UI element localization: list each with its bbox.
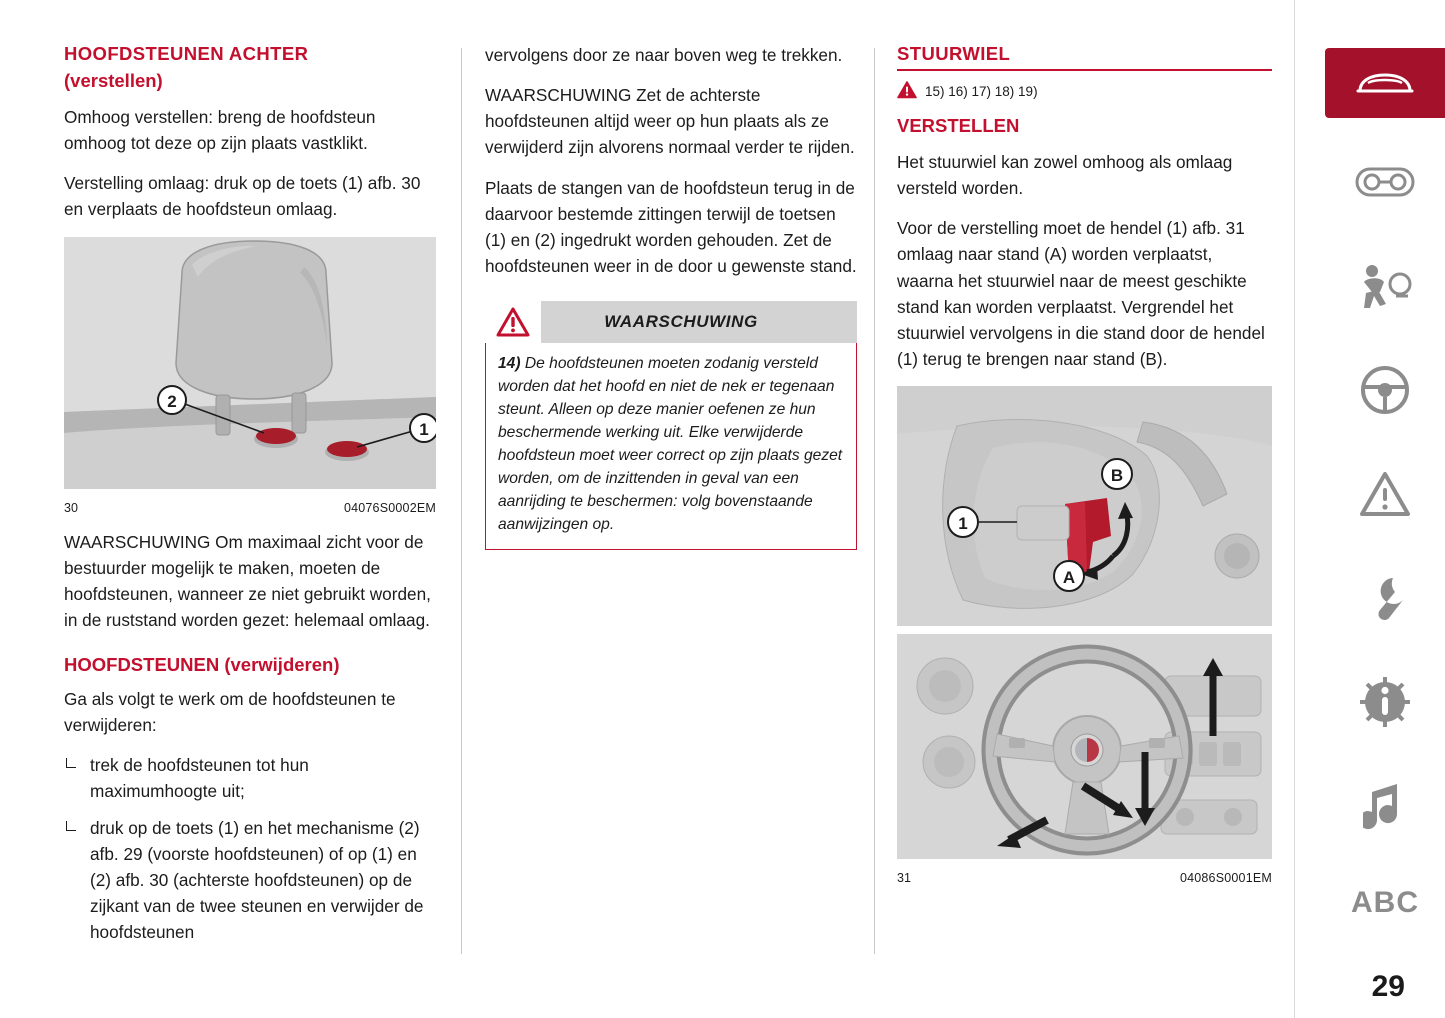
figure-caption-31 [897,867,1272,885]
paragraph-continued: vervolgens door ze naar boven weg te trekken. [485,45,843,65]
sidebar-item-multimedia[interactable] [1363,754,1407,858]
svg-text:B: B [1110,466,1124,486]
paragraph-warning-visibility: WAARSCHUWING Om maximaal zicht voor de bestuurder mogelijk te maken, moeten de hoofdsteunen, wanneer ze niet gebruikt worden, in de ruststand worden gezet: helemaal omlaag. [64,531,431,630]
section-subheading-adjust: (verstellen) [64,69,163,91]
svg-text:1: 1 [419,419,429,439]
svg-text:2: 2 [167,391,177,411]
paragraph-warning-replace: WAARSCHUWING Zet de achterste hoofdsteunen altijd weer op hun plaats als ze verwijderd zijn alvorens normaal verder te rijden. [485,85,855,158]
figure-steering-lever [897,386,1272,626]
rear-headrest-illustration [64,237,436,489]
sidebar-item-driving[interactable] [1358,338,1412,442]
wrench-icon [1359,572,1411,624]
column-three [897,42,1272,972]
list-item [64,752,436,804]
warning-text: De hoofdsteunen moeten zodanig versteld worden dat het hoofd en niet de nek er tegenaan steunt. Alleen op deze manier oefenen ze hun beschermende werking uit. Elke verwijderde hoofdsteun moet weer correct op zijn plaats gezet worden, om de inzittenden in geval van een aanrijding te beschermen: volg bovenstaande aanwijzingen op. [498,355,843,533]
column-one [64,42,436,972]
paragraph-lower: Verstelling omlaag: druk op de toets (1) afb. 30 en verplaats de hoofdsteun omlaag. [64,173,421,220]
chapter-tab-sidebar [1294,0,1445,1018]
section-heading-rear-headrests: HOOFDSTEUNEN ACHTER [64,43,309,64]
list-item [64,815,436,946]
warning-triangle-small-icon [897,81,917,102]
heading-rule [897,69,1272,71]
info-gear-icon [1358,675,1412,729]
paragraph-raise: Omhoog verstellen: breng de hoofdsteun omhoog tot deze op zijn plaats vastklikt. [64,106,376,154]
paragraph-sw-1: Het stuurwiel kan zowel omhoog als omlaag versteld worden. [897,151,1233,199]
column-divider-2 [874,48,875,954]
paragraph-sw-2: Voor de verstelling moet de hendel (1) afb. 31 omlaag naar stand (A) worden verplaatst, waarna het stuurwiel naar de meest geschikte stand kan worden verplaatst. Vergrendel het stuurwiel vervolgens in die stand door de hendel (1) terug te brengen naar stand (B). [897,218,1265,369]
steering-wheel-icon [1358,363,1412,417]
bullet-text-2: druk op de toets (1) en het mechanisme (2) afb. 29 (voorste hoofdsteunen) of op (1) en (2) afb. 30 (achterste hoofdsteunen) op de zijkant van de twee steunen en verwijder de hoofdsteunen [90,817,424,943]
steering-wheel-illustration [897,634,1272,859]
dashboard-icon [1354,164,1416,200]
figure-number: 30 [64,500,78,515]
steering-lever-illustration [897,386,1272,626]
figure-caption-30 [64,497,436,515]
sidebar-item-dashboard[interactable] [1354,130,1416,234]
svg-text:A: A [1062,568,1076,588]
warning-header [485,301,857,343]
figure-number: 31 [897,871,911,886]
warning-triangle-icon [485,301,541,343]
page-number: 29 [1371,970,1405,1003]
warning-title: WAARSCHUWING [604,312,758,332]
column-divider-1 [461,48,462,954]
music-note-icon [1363,780,1407,832]
figure-rear-headrest [64,237,436,489]
paragraph-remove-intro: Ga als volgt te werk om de hoofdsteunen te verwijderen: [64,689,396,736]
section-subheading-remove: HOOFDSTEUNEN (verwijderen) [64,654,340,676]
sidebar-item-emergency[interactable] [1358,442,1412,546]
figure-code: 04076S0002EM [343,500,436,515]
section-subheading-verstellen: VERSTELLEN [897,114,1020,136]
warning-body [485,343,857,549]
note-references [897,81,1272,102]
chapter-tab-active[interactable] [1325,48,1445,118]
bullet-text-1: trek de hoofdsteunen tot hun maximumhoogte uit; [90,755,309,802]
figure-steering-wheel [897,634,1272,859]
sidebar-item-safety[interactable] [1356,234,1414,338]
sidebar-item-maintenance[interactable] [1359,546,1411,650]
sidebar-item-index[interactable]: ABC [1351,886,1419,919]
chapter-icon-list [1325,130,1445,948]
figure-code: 04086S0001EM [1179,871,1272,886]
section-heading-steering-wheel: STUURWIEL [897,43,1011,64]
svg-text:1: 1 [958,514,968,534]
warning-triangle-icon [1358,470,1412,518]
warning-marker: 14) [498,355,521,373]
warning-box [485,301,857,549]
column-two [485,42,857,972]
car-front-icon [1354,67,1416,99]
note-reference-list: 15) 16) 17) 18) 19) [925,83,1038,99]
paragraph-refit: Plaats de stangen van de hoofdsteun terug in de daarvoor bestemde zittingen terwijl de toetsen (1) en (2) ingedrukt worden gehouden. Zet de hoofdsteunen weer in de door u gewenste stand. [485,177,857,276]
sidebar-item-technical-info[interactable] [1358,650,1412,754]
airbag-seat-icon [1356,262,1414,310]
